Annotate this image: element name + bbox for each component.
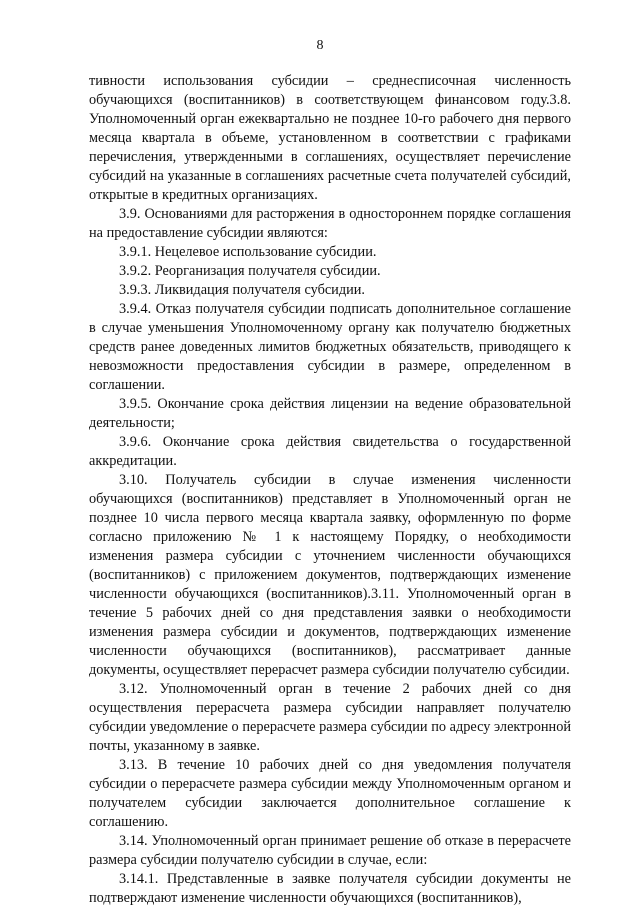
paragraph-3-9-3: 3.9.3. Ликвидация получателя субсидии. <box>119 282 365 298</box>
paragraph-3-9-6: 3.9.6. Окончание срока действия свидетельства о государственной аккредитации. <box>89 434 571 469</box>
paragraph-3-9-4: 3.9.4. Отказ получателя субсидии подписать дополнительное соглашение в случае уменьшения Уполномоченному органу как получателю бюджетных средств ранее доведенных лимитов бюджетных обязательств, приводящего к невозможности предоставления субсидии в размере, определенном в соглашении. <box>89 301 571 393</box>
paragraph-3-9-1: 3.9.1. Нецелевое использование субсидии. <box>119 244 377 260</box>
paragraph-continuation: тивности использования субсидии – среднесписочная численность обучающихся (воспитанников) в соответствующем финансовом году.3.8. Уполномоченный орган ежеквартально не позднее 10-го рабочего дня первого месяца квартала в объеме, установленном в соответствии с графиками перечисления, утвержденными в соглашениях, осуществляет перечисление субсидий на указанные в соглашениях расчетные счета получателей субсидий, открытые в кредитных организациях. <box>89 73 571 203</box>
paragraph-3-14-1: 3.14.1. Представленные в заявке получателя субсидии документы не подтверждают изменение численности обучающихся (воспитанников), <box>89 871 571 906</box>
paragraph-3-10: 3.10. Получатель субсидии в случае изменения численности обучающихся (воспитанников) представляет в Уполномоченный орган не позднее 10 числа первого месяца квартала заявку, оформленную по форме согласно приложению № 1 к настоящему Порядку, о необходимости изменения размера субсидии с уточнением численности обучающихся (воспитанников) с приложением документов, подтверждающих изменение численности обучающихся (воспитанников).3.11. Уполномоченный орган в течение 5 рабочих дней со дня представления заявки о необходимости изменения размера субсидии и документов, подтверждающих изменение численности обучающихся (воспитанников), рассматривает данные документы, осуществляет перерасчет размера субсидии получателю субсидии. <box>89 472 571 678</box>
paragraph-3-9: 3.9. Основаниями для расторжения в одностороннем порядке соглашения на предоставление субсидии являются: <box>89 206 571 241</box>
paragraph-3-9-5: 3.9.5. Окончание срока действия лицензии на ведение образовательной деятельности; <box>89 396 571 431</box>
paragraph-3-13: 3.13. В течение 10 рабочих дней со дня уведомления получателя субсидии о перерасчете размера субсидии между Уполномоченным органом и получателем субсидии заключается дополнительное соглашение к соглашению. <box>89 757 571 830</box>
paragraph-3-9-2: 3.9.2. Реорганизация получателя субсидии. <box>119 263 381 279</box>
paragraph-3-12: 3.12. Уполномоченный орган в течение 2 рабочих дней со дня осуществления перерасчета размера субсидии направляет получателю субсидии уведомление о перерасчете размера субсидии по адресу электронной почты, указанному в заявке. <box>89 681 571 754</box>
paragraph-3-14: 3.14. Уполномоченный орган принимает решение об отказе в перерасчете размера субсидии получателю субсидии в случае, если: <box>89 833 571 868</box>
document-body <box>89 72 571 908</box>
page-number: 8 <box>316 38 324 53</box>
